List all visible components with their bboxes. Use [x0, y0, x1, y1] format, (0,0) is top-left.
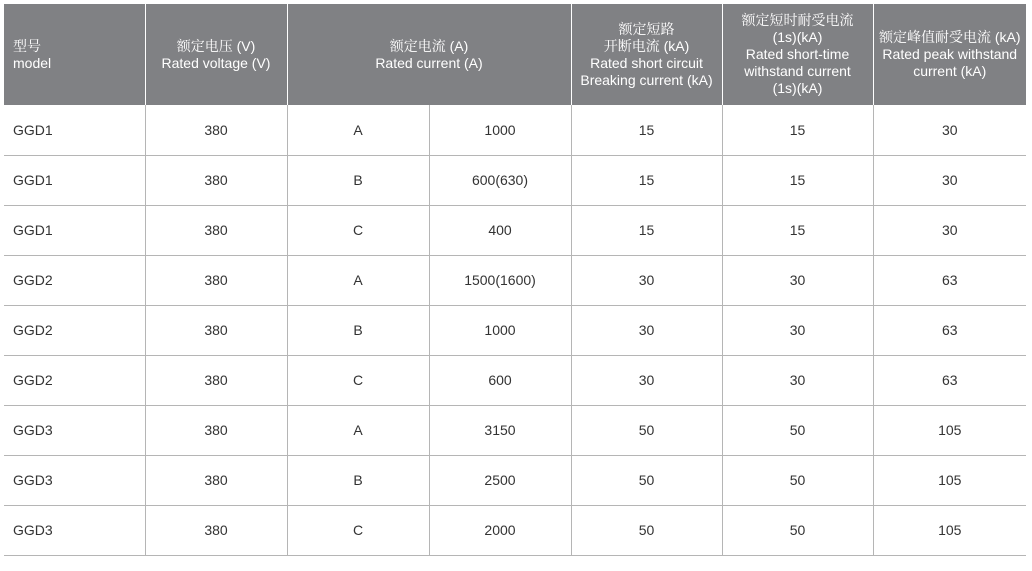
cell-class: B	[287, 305, 429, 355]
table-row	[4, 105, 1026, 155]
cell-breaking: 30	[571, 255, 722, 305]
table-row	[4, 255, 1026, 305]
header-peak-en-2: current (kA)	[913, 63, 987, 79]
cell-peak: 63	[873, 355, 1026, 405]
header-model	[4, 4, 145, 105]
header-breaking-zh-2: 开断电流 (kA)	[603, 37, 690, 54]
cell-class: C	[287, 205, 429, 255]
header-model-zh: 型号	[13, 37, 41, 54]
header-current-zh: 额定电流 (A)	[389, 37, 469, 54]
header-voltage-en: Rated voltage (V)	[161, 54, 271, 71]
cell-breaking: 50	[571, 405, 722, 455]
table-row	[4, 305, 1026, 355]
header-current-en: Rated current (A)	[375, 54, 483, 71]
header-short-time-zh-2: (1s)(kA)	[772, 29, 823, 45]
header-breaking	[571, 4, 722, 105]
table-row	[4, 455, 1026, 505]
cell-model: GGD1	[4, 155, 145, 205]
header-voltage	[145, 4, 287, 105]
cell-short-time: 15	[722, 105, 873, 155]
header-model-en: model	[13, 54, 52, 71]
cell-current: 1500(1600)	[429, 255, 571, 305]
header-peak	[873, 4, 1026, 105]
table-row	[4, 355, 1026, 405]
cell-short-time: 50	[722, 455, 873, 505]
cell-peak: 63	[873, 255, 1026, 305]
header-breaking-en-2: Breaking current (kA)	[580, 71, 713, 88]
header-breaking-zh-1: 额定短路	[618, 20, 675, 37]
cell-current: 600	[429, 355, 571, 405]
table-body	[4, 105, 1026, 555]
header-peak-en-1: Rated peak withstand	[882, 46, 1018, 62]
cell-voltage: 380	[145, 355, 287, 405]
cell-breaking: 15	[571, 105, 722, 155]
cell-current: 1000	[429, 305, 571, 355]
cell-short-time: 30	[722, 305, 873, 355]
cell-breaking: 15	[571, 205, 722, 255]
table-row	[4, 205, 1026, 255]
header-peak-zh: 额定峰值耐受电流 (kA)	[878, 29, 1021, 45]
table-row	[4, 155, 1026, 205]
cell-peak: 105	[873, 455, 1026, 505]
cell-breaking: 30	[571, 355, 722, 405]
cell-voltage: 380	[145, 155, 287, 205]
cell-peak: 63	[873, 305, 1026, 355]
cell-class: C	[287, 505, 429, 555]
cell-model: GGD3	[4, 455, 145, 505]
cell-short-time: 50	[722, 505, 873, 555]
table-header	[4, 4, 1026, 105]
cell-short-time: 15	[722, 155, 873, 205]
cell-peak: 30	[873, 205, 1026, 255]
cell-breaking: 15	[571, 155, 722, 205]
cell-class: A	[287, 405, 429, 455]
cell-current: 400	[429, 205, 571, 255]
cell-model: GGD2	[4, 255, 145, 305]
cell-peak: 30	[873, 105, 1026, 155]
table-row	[4, 505, 1026, 555]
cell-model: GGD3	[4, 405, 145, 455]
header-row	[4, 4, 1026, 105]
cell-short-time: 15	[722, 205, 873, 255]
cell-current: 3150	[429, 405, 571, 455]
spec-table	[4, 4, 1026, 556]
cell-class: B	[287, 155, 429, 205]
header-current	[287, 4, 571, 105]
cell-breaking: 50	[571, 455, 722, 505]
header-short-time-en-2: withstand current	[744, 63, 851, 79]
header-short-time-en-1: Rated short-time	[745, 46, 850, 62]
header-voltage-zh: 额定电压 (V)	[176, 37, 256, 54]
cell-class: A	[287, 255, 429, 305]
cell-peak: 30	[873, 155, 1026, 205]
header-short-time-zh-1: 额定短时耐受电流	[741, 12, 854, 28]
cell-peak: 105	[873, 505, 1026, 555]
cell-short-time: 50	[722, 405, 873, 455]
cell-current: 2000	[429, 505, 571, 555]
cell-current: 600(630)	[429, 155, 571, 205]
cell-voltage: 380	[145, 105, 287, 155]
cell-class: B	[287, 455, 429, 505]
cell-class: C	[287, 355, 429, 405]
header-breaking-en-1: Rated short circuit	[590, 54, 703, 71]
cell-model: GGD1	[4, 105, 145, 155]
cell-breaking: 30	[571, 305, 722, 355]
cell-current: 2500	[429, 455, 571, 505]
cell-model: GGD1	[4, 205, 145, 255]
cell-short-time: 30	[722, 355, 873, 405]
cell-voltage: 380	[145, 405, 287, 455]
cell-current: 1000	[429, 105, 571, 155]
cell-voltage: 380	[145, 455, 287, 505]
cell-short-time: 30	[722, 255, 873, 305]
cell-class: A	[287, 105, 429, 155]
cell-model: GGD2	[4, 305, 145, 355]
cell-peak: 105	[873, 405, 1026, 455]
cell-voltage: 380	[145, 205, 287, 255]
header-short-time	[722, 4, 873, 105]
cell-model: GGD3	[4, 505, 145, 555]
cell-voltage: 380	[145, 505, 287, 555]
cell-voltage: 380	[145, 305, 287, 355]
cell-voltage: 380	[145, 255, 287, 305]
cell-breaking: 50	[571, 505, 722, 555]
header-short-time-en-3: (1s)(kA)	[772, 80, 823, 96]
table-row	[4, 405, 1026, 455]
cell-model: GGD2	[4, 355, 145, 405]
